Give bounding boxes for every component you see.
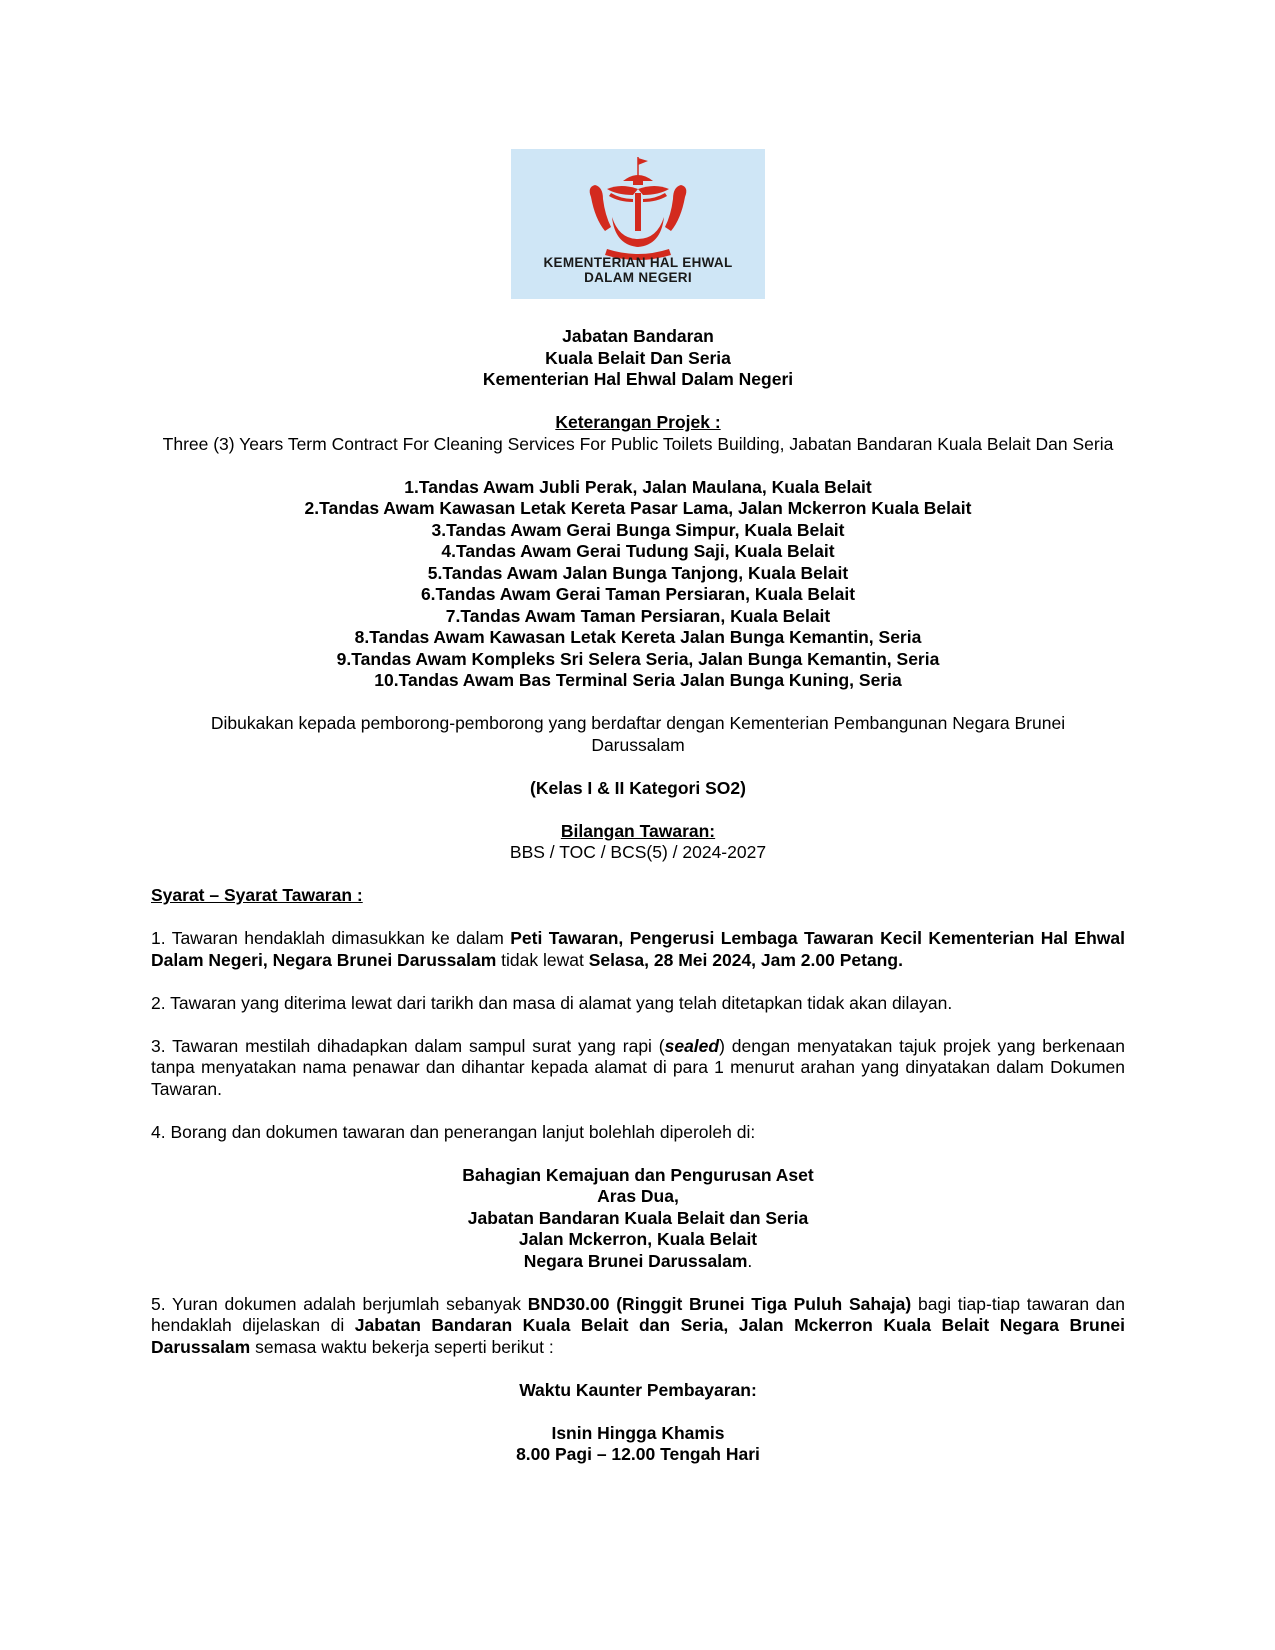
- address-line: Jabatan Bandaran Kuala Belait dan Seria: [467, 1207, 809, 1228]
- list-item: 4.Tandas Awam Gerai Tudung Saji, Kuala Belait: [441, 541, 835, 561]
- list-item: 1.Tandas Awam Jubli Perak, Jalan Maulana, Kuala Belait: [404, 476, 872, 497]
- condition-5-text-3: semasa waktu bekerja seperti berikut :: [250, 1336, 554, 1357]
- address-line: Jalan Mckerron, Kuala Belait: [518, 1229, 758, 1249]
- condition-5-fee: BND30.00 (Ringgit Brunei Tiga Puluh Sahaja): [527, 1293, 912, 1314]
- address-line: Negara Brunei Darussalam: [523, 1250, 748, 1271]
- counter-hours: 8.00 Pagi – 12.00 Tengah Hari: [516, 1444, 760, 1464]
- condition-5-text: 5. Yuran dokumen adalah berjumlah sebanyak: [151, 1293, 528, 1314]
- logo-line-1: KEMENTERIAN HAL EHWAL: [543, 255, 733, 270]
- condition-5: [151, 1294, 1125, 1359]
- condition-5-text-2: bagi tiap-tiap tawaran dan hendaklah dijelaskan di: [151, 1293, 1126, 1335]
- condition-1-text: 1. Tawaran hendaklah dimasukkan ke dalam: [151, 928, 511, 948]
- list-item: 6.Tandas Awam Gerai Taman Persiaran, Kuala Belait: [420, 584, 856, 604]
- list-item: 3.Tandas Awam Gerai Bunga Simpur, Kuala Belait: [431, 519, 845, 540]
- logo-line-2: DALAM NEGERI: [584, 270, 692, 285]
- list-item: 10.Tandas Awam Bas Terminal Seria Jalan Bunga Kuning, Seria: [374, 670, 902, 690]
- condition-1-text-2: tidak lewat: [496, 949, 589, 970]
- notice-body: [151, 326, 1125, 1466]
- toilet-list: [151, 477, 1125, 692]
- condition-1-location: Peti Tawaran, Pengerusi Lembaga Tawaran Kecil Kementerian Hal Ehwal Dalam Negeri, Negara Brunei Darussalam: [151, 928, 1125, 970]
- list-item: 8.Tandas Awam Kawasan Letak Kereta Jalan Bunga Kemantin, Seria: [354, 627, 922, 647]
- ministry-logo: [511, 149, 765, 299]
- condition-4: 4. Borang dan dokumen tawaran dan penerangan lanjut bolehlah diperoleh di:: [151, 1121, 756, 1142]
- project-description: Three (3) Years Term Contract For Cleaning Services For Public Toilets Building, Jabatan Bandaran Kuala Belait Dan Seria: [162, 433, 1114, 454]
- condition-3-sealed: sealed: [664, 1035, 720, 1056]
- list-item: 9.Tandas Awam Kompleks Sri Selera Seria, Jalan Bunga Kemantin, Seria: [336, 648, 940, 669]
- header-department: Jabatan Bandaran: [562, 326, 714, 346]
- conditions-heading: Syarat – Syarat Tawaran :: [151, 885, 363, 905]
- list-item: 7.Tandas Awam Taman Persiaran, Kuala Belait: [445, 605, 831, 626]
- counter-heading: Waktu Kaunter Pembayaran:: [519, 1379, 757, 1400]
- address-block: [151, 1165, 1125, 1273]
- open-to-text: Dibukakan kepada pemborong-pemborong yang berdaftar dengan Kementerian Pembangunan Negara Brunei Darussalam: [210, 713, 1066, 755]
- condition-3-text-2: ) dengan menyatakan tajuk projek yang berkenaan tanpa menyatakan nama penawar dan dihantar kepada alamat di para 1 menurut arahan yang dinyatakan dalam Dokumen Tawaran.: [151, 1035, 1125, 1099]
- condition-5-office: Jabatan Bandaran Kuala Belait dan Seria, Jalan Mckerron Kuala Belait Negara Brunei Darussalam: [151, 1315, 1125, 1357]
- header-ministry: Kementerian Hal Ehwal Dalam Negeri: [482, 369, 794, 389]
- list-item: 5.Tandas Awam Jalan Bunga Tanjong, Kuala Belait: [427, 562, 849, 583]
- condition-1: [151, 928, 1125, 971]
- class-category: (Kelas I & II Kategori SO2): [530, 777, 746, 798]
- counter-hours-block: [151, 1423, 1125, 1466]
- header-district: Kuala Belait Dan Seria: [545, 347, 731, 368]
- tender-number-heading: Bilangan Tawaran:: [560, 820, 716, 841]
- condition-2: 2. Tawaran yang diterima lewat dari tarikh dan masa di alamat yang telah ditetapkan tidak akan dilayan.: [151, 992, 953, 1013]
- project-block: [151, 412, 1125, 455]
- tender-number-value: BBS / TOC / BCS(5) / 2024-2027: [509, 842, 767, 862]
- address-end: .: [747, 1250, 753, 1271]
- address-line: Bahagian Kemajuan dan Pengurusan Aset: [462, 1164, 814, 1185]
- list-item: 2.Tandas Awam Kawasan Letak Kereta Pasar Lama, Jalan Mckerron Kuala Belait: [304, 498, 972, 518]
- condition-3: [151, 1036, 1125, 1101]
- header-block: [151, 326, 1125, 391]
- address-line: Aras Dua,: [597, 1186, 679, 1206]
- project-heading: Keterangan Projek :: [555, 412, 721, 432]
- tender-number-block: [151, 821, 1125, 864]
- counter-days: Isnin Hingga Khamis: [551, 1422, 725, 1443]
- condition-1-deadline: Selasa, 28 Mei 2024, Jam 2.00 Petang.: [588, 949, 903, 970]
- condition-3-text: 3. Tawaran mestilah dihadapkan dalam sampul surat yang rapi (: [151, 1035, 665, 1056]
